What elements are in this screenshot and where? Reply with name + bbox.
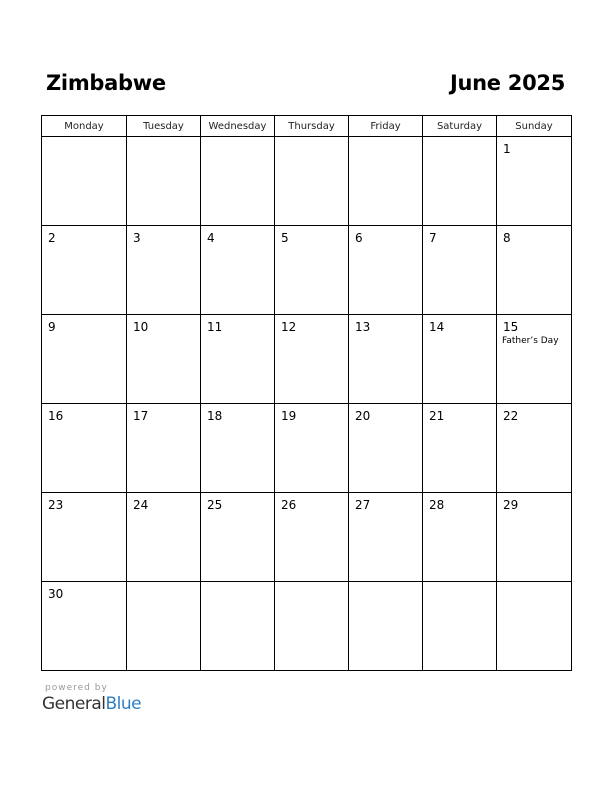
day-cell (42, 226, 127, 315)
day-cell (423, 226, 497, 315)
day-cell (497, 493, 572, 582)
day-number: 19 (281, 409, 297, 423)
day-cell (42, 493, 127, 582)
day-number: 11 (207, 320, 223, 334)
weekday-header: Friday (349, 116, 423, 137)
day-number: 22 (503, 409, 519, 423)
day-cell (497, 137, 572, 226)
week-row (42, 137, 572, 226)
day-cell (349, 226, 423, 315)
day-number: 1 (503, 142, 511, 156)
day-cell (275, 137, 349, 226)
day-number: 30 (48, 587, 64, 601)
week-row (42, 582, 572, 671)
day-cell (201, 315, 275, 404)
brand-name-part2: Blue (105, 694, 142, 714)
day-number: 29 (503, 498, 519, 512)
day-number: 5 (281, 231, 289, 245)
day-number: 25 (207, 498, 223, 512)
week-row (42, 226, 572, 315)
day-cell (349, 315, 423, 404)
day-cell (497, 226, 572, 315)
day-cell (127, 582, 201, 671)
day-cell (42, 404, 127, 493)
day-cell (423, 137, 497, 226)
day-cell (42, 137, 127, 226)
week-row (42, 493, 572, 582)
day-number: 7 (429, 231, 437, 245)
day-cell (275, 582, 349, 671)
day-cell (42, 582, 127, 671)
day-number: 26 (281, 498, 297, 512)
day-cell (127, 137, 201, 226)
day-number: 16 (48, 409, 64, 423)
day-number (201, 582, 274, 588)
day-cell (497, 404, 572, 493)
day-number: 18 (207, 409, 223, 423)
day-number: 17 (133, 409, 149, 423)
day-cell (349, 582, 423, 671)
day-cell (275, 226, 349, 315)
day-number: 3 (133, 231, 141, 245)
day-number (42, 137, 126, 143)
day-number (423, 137, 496, 143)
day-number (423, 582, 496, 588)
day-number: 8 (503, 231, 511, 245)
day-cell (275, 493, 349, 582)
day-cell (497, 315, 572, 404)
day-number (127, 582, 200, 588)
day-cell (275, 404, 349, 493)
day-cell (201, 404, 275, 493)
day-cell (201, 226, 275, 315)
day-number (201, 137, 274, 143)
brand-logo[interactable] (42, 694, 141, 714)
day-cell (201, 582, 275, 671)
day-number: 24 (133, 498, 149, 512)
day-cell (127, 226, 201, 315)
weekday-header: Tuesday (127, 116, 201, 137)
day-number: 2 (48, 231, 56, 245)
day-number: 28 (429, 498, 445, 512)
holiday-label: Father’s Day (502, 336, 559, 346)
day-cell (349, 137, 423, 226)
weekday-header: Thursday (275, 116, 349, 137)
day-number: 9 (48, 320, 56, 334)
day-cell (423, 582, 497, 671)
day-number: 10 (133, 320, 149, 334)
day-cell (127, 315, 201, 404)
weekday-header-row (42, 116, 572, 137)
day-cell (127, 493, 201, 582)
day-number: 14 (429, 320, 445, 334)
powered-by-text: powered by (45, 683, 108, 693)
day-number: 4 (207, 231, 215, 245)
day-number: 6 (355, 231, 363, 245)
day-cell (127, 404, 201, 493)
day-number (349, 137, 422, 143)
weekday-header: Monday (42, 116, 127, 137)
day-cell (42, 315, 127, 404)
day-number: 23 (48, 498, 64, 512)
day-cell (201, 137, 275, 226)
day-cell (423, 315, 497, 404)
day-number: 21 (429, 409, 445, 423)
day-number (127, 137, 200, 143)
day-cell (275, 315, 349, 404)
day-number: 20 (355, 409, 371, 423)
day-cell (201, 493, 275, 582)
calendar-grid (41, 115, 572, 671)
day-cell (497, 582, 572, 671)
weekday-header: Saturday (423, 116, 497, 137)
day-cell (349, 404, 423, 493)
day-number (275, 137, 348, 143)
weekday-header: Sunday (497, 116, 572, 137)
month-title: June 2025 (449, 71, 565, 95)
country-title: Zimbabwe (46, 71, 166, 95)
day-number (497, 582, 571, 588)
weekday-header: Wednesday (201, 116, 275, 137)
day-number: 13 (355, 320, 371, 334)
day-number (275, 582, 348, 588)
day-number: 15 (503, 320, 519, 334)
day-number: 27 (355, 498, 371, 512)
day-cell (423, 404, 497, 493)
week-row (42, 404, 572, 493)
day-cell (349, 493, 423, 582)
brand-name-part1: General (42, 694, 106, 714)
day-number (349, 582, 422, 588)
day-number: 12 (281, 320, 297, 334)
day-cell (423, 493, 497, 582)
week-row (42, 315, 572, 404)
